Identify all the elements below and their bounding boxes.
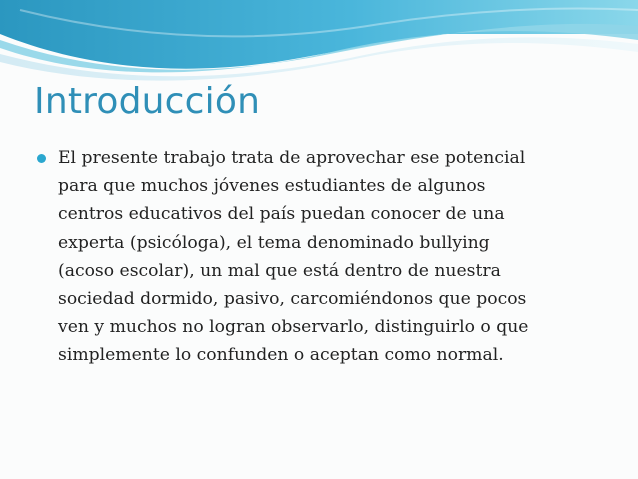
slide-title: Introducción — [34, 81, 261, 122]
round-bullet-icon — [37, 154, 46, 163]
header-wave-decoration — [0, 0, 638, 90]
slide-body — [33, 144, 608, 370]
bullet-text-line: (acoso escolar), un mal que está dentro de nuestra — [58, 260, 501, 281]
bullet-text-line: centros educativos del país puedan conocer de una — [58, 204, 505, 225]
bullet-text-line: simplemente lo confunden o aceptan como normal. — [58, 345, 504, 366]
bullet-text-line: sociedad dormido, pasivo, carcomiéndonos que pocos — [58, 289, 527, 310]
bullet-text-line: experta (psicóloga), el tema denominado bullying — [58, 232, 490, 253]
bullet-item — [33, 144, 608, 370]
bullet-text-line: para que muchos jóvenes estudiantes de algunos — [58, 176, 486, 197]
bullet-text-line: ven y muchos no logran observarlo, distinguirlo o que — [58, 317, 529, 338]
bullet-text-line: El presente trabajo trata de aprovechar ese potencial — [58, 148, 526, 168]
